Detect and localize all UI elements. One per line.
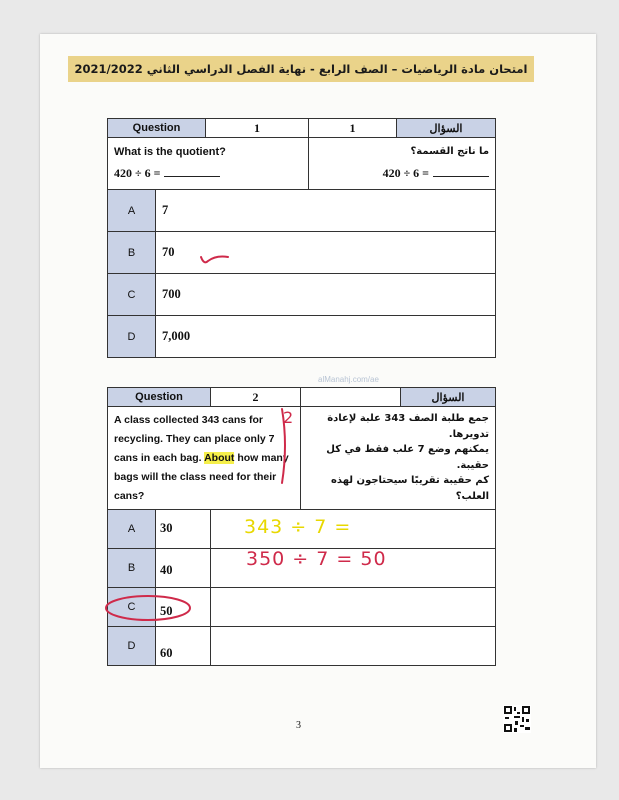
question-2-ar-line-3: كم حقيبة تقريبًا سيحتاجون لهذه العلب؟ [331, 475, 490, 502]
question-2-text-en [108, 407, 301, 510]
question-1-table [107, 118, 496, 358]
question-label: Question [108, 388, 211, 407]
question-label: Question [108, 119, 206, 138]
question-2-ar-line-1: جمع طلبة الصف 343 علبة لإعادة تدويرها. [327, 413, 490, 440]
qr-code-icon [503, 705, 531, 733]
option-letter: D [108, 316, 156, 358]
option-row [108, 316, 496, 358]
page-number: 3 [296, 720, 301, 731]
handwritten-line-1: 343 ÷ 7 = [244, 516, 352, 538]
option-value-cell [211, 588, 496, 627]
question-number-ar: 1 [309, 119, 397, 138]
watermark-text: alManahj.com/ae [318, 375, 379, 384]
option-letter: A [108, 510, 156, 549]
highlighted-word: About [204, 451, 235, 464]
question-number: 2 [211, 388, 301, 407]
question-2-text-ar [301, 407, 496, 510]
question-2-text-part-1: A class collected 343 cans for recycling. They can place only 7 cans in each bag. [114, 414, 275, 464]
question-1-prompt: What is the quotient? [114, 145, 226, 158]
option-value: 7 [156, 190, 496, 232]
option-value: 700 [156, 274, 496, 316]
question-2-header-row [108, 388, 496, 407]
option-value-cell [211, 510, 496, 549]
question-1-header-row [108, 119, 496, 138]
option-row [108, 190, 496, 232]
question-1-text-en [108, 138, 309, 190]
option-row [108, 274, 496, 316]
option-value-cell [211, 549, 496, 588]
exam-banner-title: امتحان مادة الرياضيات – الصف الرابع - نهاية الفصل الدراسي الثاني 2021/2022 [68, 56, 534, 82]
option-value: 7,000 [156, 316, 496, 358]
question-2-text-part-2: how many bags will the class need for their cans? [114, 451, 289, 502]
handwritten-line-2: 350 ÷ 7 = 50 [246, 548, 387, 570]
question-number-blank [301, 388, 401, 407]
question-1-prompt-ar: ما ناتج القسمة؟ [410, 146, 490, 158]
option-letter: C [108, 588, 156, 627]
option-letter: B [108, 549, 156, 588]
option-row [108, 232, 496, 274]
question-1-equation: 420 ÷ 6 = [114, 165, 302, 182]
question-number: 1 [206, 119, 309, 138]
question-2-ar-line-2: يمكنهم وضع 7 علب فقط في كل حقيبة. [326, 444, 490, 471]
option-letter: B [108, 232, 156, 274]
option-value: 50 [160, 604, 173, 618]
question-1-equation-ar: 420 ÷ 6 = [315, 164, 489, 183]
option-letter: C [108, 274, 156, 316]
option-letter: A [108, 190, 156, 232]
option-value: 70 [156, 232, 496, 274]
option-value-cell [211, 627, 496, 666]
option-letter: D [108, 627, 156, 666]
option-value: 60 [160, 646, 173, 660]
margin-mark: 2 [283, 408, 295, 427]
question-1-text-ar [309, 138, 496, 190]
option-value: 40 [160, 563, 173, 577]
question-label-ar: السؤال [397, 119, 496, 138]
question-label-ar: السؤال [401, 388, 496, 407]
option-value: 30 [160, 521, 173, 535]
